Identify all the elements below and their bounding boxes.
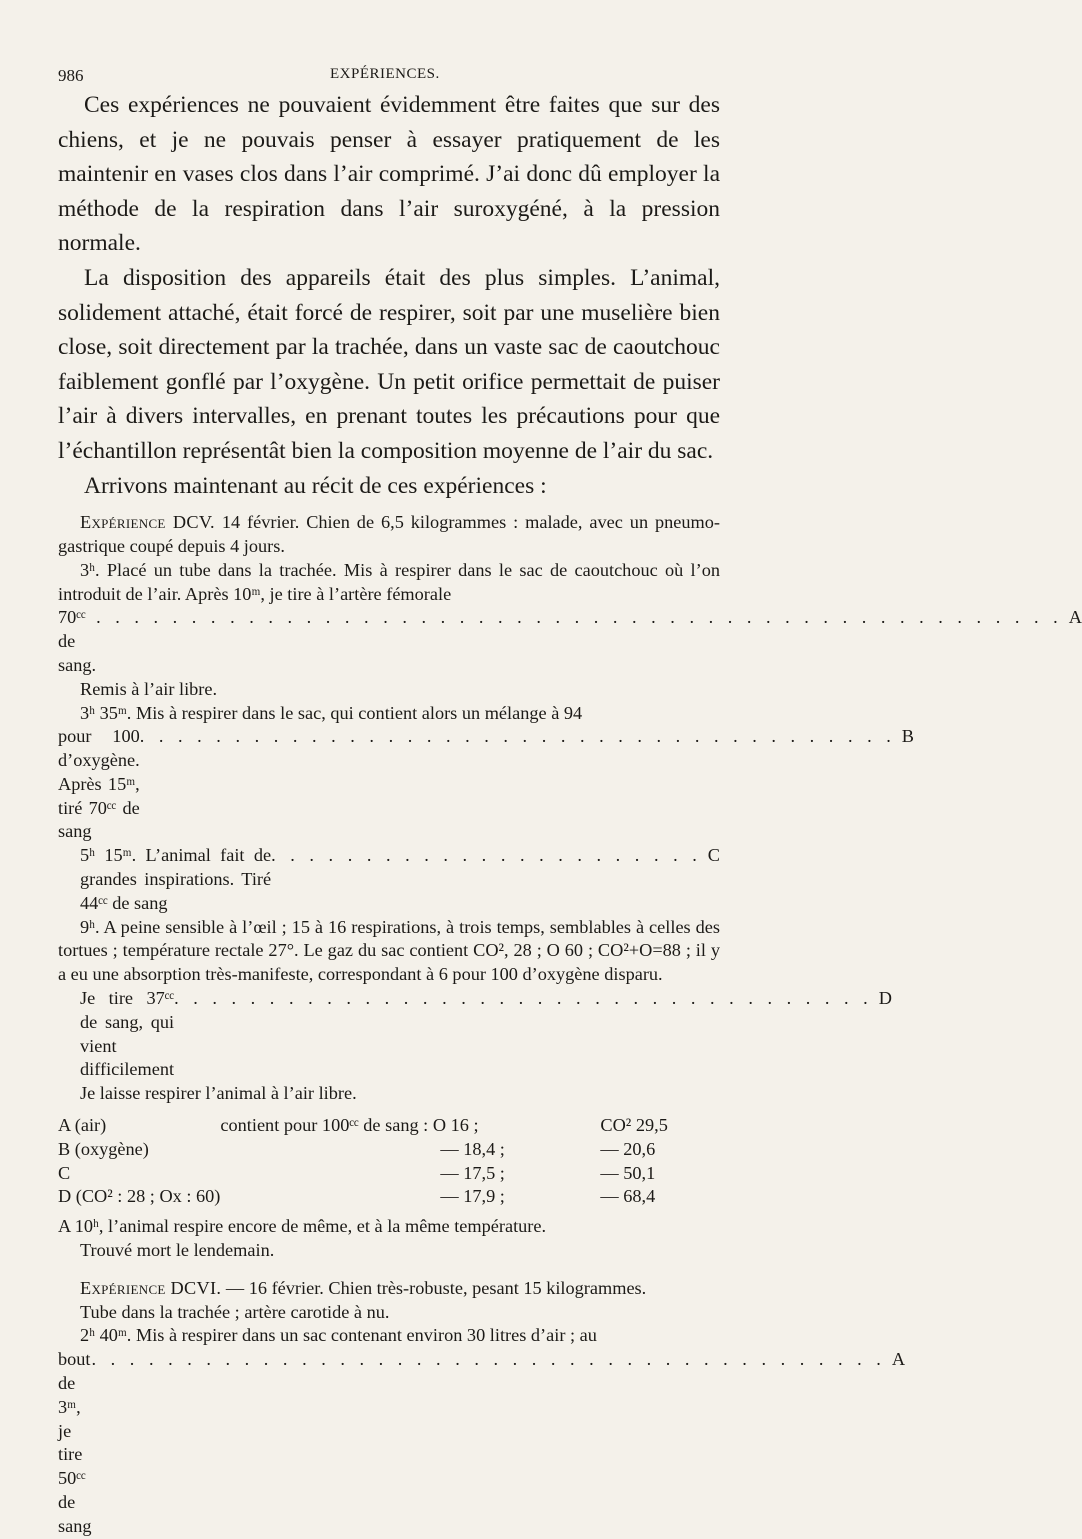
- exp1-paragraph-9h: 9ʰ. A peine sensible à l’œil ; 15 à 16 respirations, à trois temps, semblables à celles des tortues ; température rectale 27°. Le gaz du sac contient CO², 28 ; O 60 ; CO²+O=88 ; il y a eu une absorption très-manifeste, correspondant à 6 pour 100 d’oxygène disparu.: [58, 916, 720, 985]
- intro-paragraph-1: Ces expériences ne pouvaient évidemment être faites que sur des chiens, et je ne pouvais penser à essayer pratiquement de les maintenir en vases clos dans l’air comprimé. J’ai donc dû employer la méthode de la respiration dans l’air suroxygéné, à la pression normale.: [58, 92, 720, 257]
- table-row: C — 17,5 ; — 50,1: [58, 1162, 656, 1183]
- exp1-sample-d-line: Je tire 37ᶜᶜ de sang, qui vient difficilement . . . . . . . . . . . . . . . . . . . . . . . . . . . . . . . . . . . . . D: [80, 988, 892, 1080]
- exp1-remis: Remis à l’air libre.: [80, 678, 218, 699]
- experience-dcv-heading: Expérience DCV. 14 février. Chien de 6,5 kilogrammes : malade, avec un pneumo-gastrique coupé depuis 4 jours.: [58, 512, 720, 556]
- intro-paragraph-2: La disposition des appareils était des plus simples. L’animal, solidement attaché, était forcé de respirer, soit par une muselière bien close, soit directement par la trachée, dans un vaste sac de caoutchouc faiblement gonflé par l’oxygène. Un petit orifice permettait de puiser l’air à divers intervalles, en prenant toutes les précautions pour que l’échantillon représentât bien la composition moyenne de l’air du sac.: [58, 264, 720, 464]
- exp2-240: 2ʰ 40ᵐ. Mis à respirer dans un sac contenant environ 30 litres d’air ; au: [80, 1325, 597, 1346]
- book-page: [58, 62, 1082, 1539]
- sample-label-b: B: [901, 726, 914, 747]
- sample-label-d: D: [878, 988, 892, 1009]
- exp1-sample-a-line: 70ᶜᶜ de sang. . . . . . . . . . . . . . . . . . . . . . . . . . . . . . . . . . . . . . . . . . . . . . . . . . . . A: [58, 607, 1082, 675]
- exp1-paragraph-3h: 3ʰ. Placé un tube dans la trachée. Mis à respirer dans le sac de caoutchouc où l’on introduit de l’air. Après 10ᵐ, je tire à l’artère fémorale: [58, 559, 720, 604]
- page-header: [58, 62, 720, 88]
- experience-title: Expérience DCVI.: [80, 1277, 222, 1298]
- page-number: 986: [58, 66, 84, 85]
- exp1-paragraph-335: 3ʰ 35ᵐ. Mis à respirer dans le sac, qui contient alors un mélange à 94: [80, 702, 583, 723]
- gas-results-table: [58, 1114, 668, 1209]
- exp1-sample-c-line: 5ʰ 15ᵐ. L’animal fait de grandes inspirations. Tiré 44ᶜᶜ de sang . . . . . . . . . . . . . . . . . . . . . . . C: [80, 845, 720, 913]
- exp1-sample-b-line: pour 100 d’oxygène. Après 15ᵐ, tiré 70ᶜᶜ de sang . . . . . . . . . . . . . . . . . . . . . . . . . . . . . . . . . . . . . . . . B: [58, 726, 914, 842]
- running-title: EXPÉRIENCES.: [330, 66, 440, 82]
- table-row: D (CO² : 28 ; Ox : 60) — 17,9 ; — 68,4: [58, 1186, 656, 1207]
- exp1-mort: Trouvé mort le lendemain.: [80, 1240, 275, 1261]
- experience-title: Expérience DCV.: [80, 512, 215, 533]
- intro-paragraph-3: Arrivons maintenant au récit de ces expériences :: [84, 472, 547, 499]
- sample-label-a: A: [891, 1349, 906, 1370]
- exp2-sample-a-line: bout de 3ᵐ, je tire 50ᶜᶜ de sang . . . . . . . . . . . . . . . . . . . . . . . . . . . . . . . . . . . . . . . . . . A: [58, 1349, 906, 1536]
- table-row: A (air) contient pour 100ᶜᶜ de sang : O 16 ; CO² 29,5: [58, 1115, 668, 1136]
- sample-label-a: A: [1068, 607, 1082, 628]
- sample-label-c: C: [707, 845, 720, 866]
- experience-dcvi-heading: Expérience DCVI. — 16 février. Chien très-robuste, pesant 15 kilogrammes.: [80, 1277, 647, 1298]
- exp1-air-libre: Je laisse respirer l’animal à l’air libre.: [80, 1083, 357, 1104]
- exp2-tube: Tube dans la trachée ; artère carotide à nu.: [80, 1301, 390, 1322]
- exp1-10h: A 10ʰ, l’animal respire encore de même, et à la même température.: [58, 1216, 547, 1237]
- table-row: B (oxygène) — 18,4 ; — 20,6: [58, 1138, 656, 1159]
